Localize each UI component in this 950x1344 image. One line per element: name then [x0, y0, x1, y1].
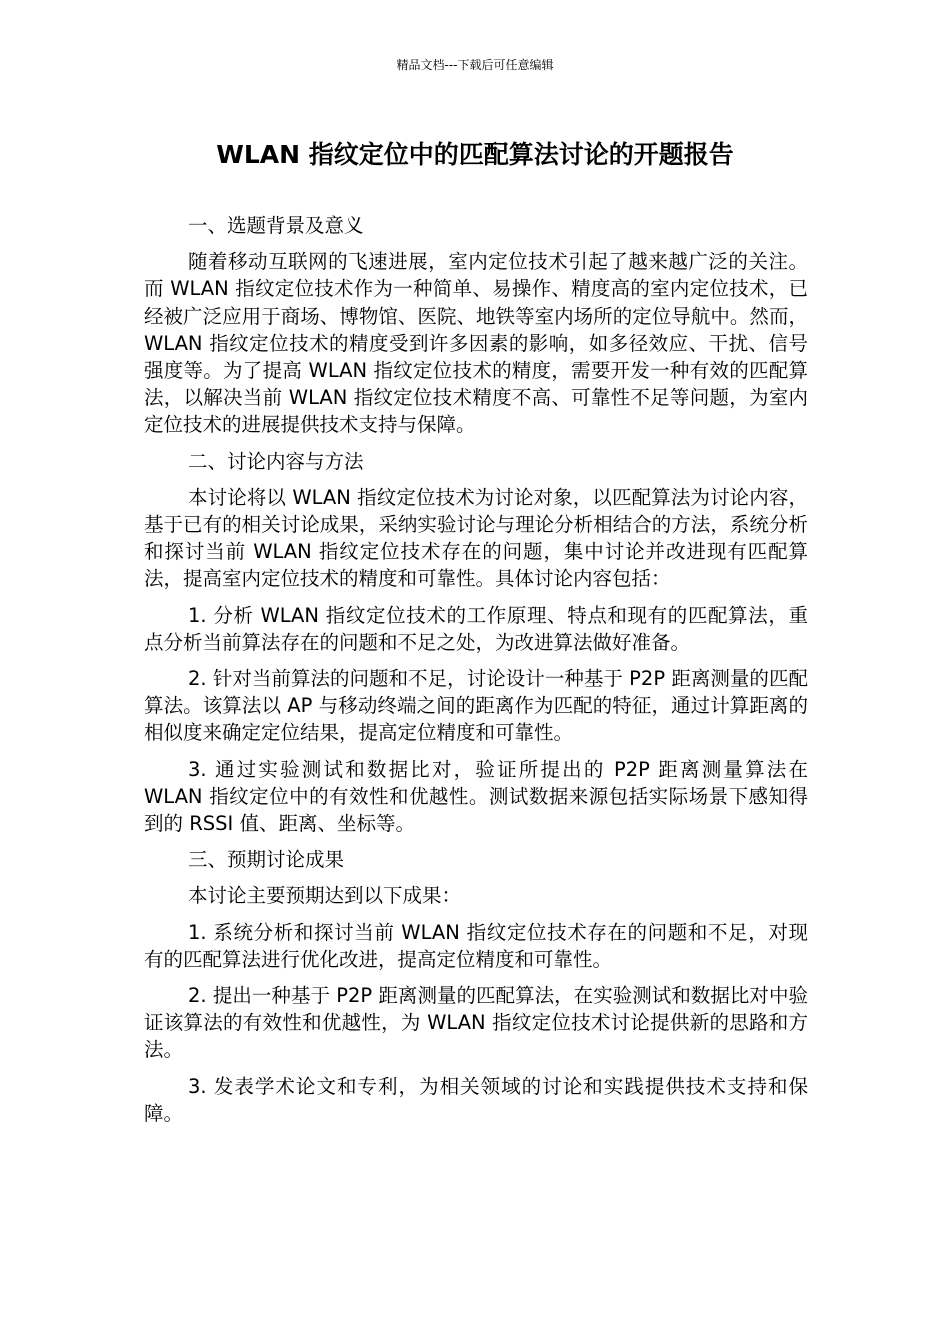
list-item-result-2: 2. 提出一种基于 P2P 距离测量的匹配算法，在实验测试和数据比对中验证该算法的有效性和优越性，为 WLAN 指纹定位技术讨论提供新的思路和方法。: [144, 984, 808, 1062]
paragraph-background: 随着移动互联网的飞速进展，室内定位技术引起了越来越广泛的关注。而 WLAN 指纹定位技术作为一种简单、易操作、精度高的室内定位技术，已经被广泛应用于商场、博物馆、医院、地铁等室内场所的定位导航中。然而，WLAN 指纹定位技术的精度受到许多因素的影响，如多径效应、干扰、信号强度等。为了提高 WLAN 指纹定位技术的精度，需要开发一种有效的匹配算法，以解决当前 WLAN 指纹定位技术精度不高、可靠性不足等问题，为室内定位技术的进展提供技术支持与保障。: [144, 250, 808, 437]
list-item-content-2: 2. 针对当前算法的问题和不足，讨论设计一种基于 P2P 距离测量的匹配算法。该算法以 AP 与移动终端之间的距离作为匹配的特征，通过计算距离的相似度来确定定位结果，提高定位精度和可靠性。: [144, 667, 808, 745]
list-item-result-3: 3. 发表学术论文和专利，为相关领域的讨论和实践提供技术支持和保障。: [144, 1074, 808, 1125]
section-heading-expected-results: 三、预期讨论成果: [188, 848, 345, 872]
list-item-result-1: 1. 系统分析和探讨当前 WLAN 指纹定位技术存在的问题和不足，对现有的匹配算法进行优化改进，提高定位精度和可靠性。: [144, 920, 808, 971]
document-body: [144, 212, 808, 1136]
section-heading-content-methods: 二、讨论内容与方法: [188, 449, 364, 473]
list-item-content-1: 1. 分析 WLAN 指纹定位技术的工作原理、特点和现有的匹配算法，重点分析当前算法存在的问题和不足之处，为改进算法做好准备。: [144, 603, 808, 654]
paragraph-research-intro: 本讨论将以 WLAN 指纹定位技术为讨论对象，以匹配算法为讨论内容，基于已有的相关讨论成果，采纳实验讨论与理论分析相结合的方法，系统分析和探讨当前 WLAN 指纹定位技术存在的问题，集中讨论并改进现有匹配算法，提高室内定位技术的精度和可靠性。具体讨论内容包括：: [144, 485, 808, 591]
page-header: 精品文档---下载后可任意编辑: [396, 58, 554, 72]
paragraph-results-intro: 本讨论主要预期达到以下成果：: [188, 884, 462, 908]
list-item-content-3: 3. 通过实验测试和数据比对，验证所提出的 P2P 距离测量算法在 WLAN 指纹定位中的有效性和优越性。测试数据来源包括实际场景下感知得到的 RSSI 值、距离、坐标等。: [144, 757, 808, 836]
section-heading-background: 一、选题背景及意义: [188, 214, 364, 237]
document-title: WLAN 指纹定位中的匹配算法讨论的开题报告: [216, 140, 734, 169]
